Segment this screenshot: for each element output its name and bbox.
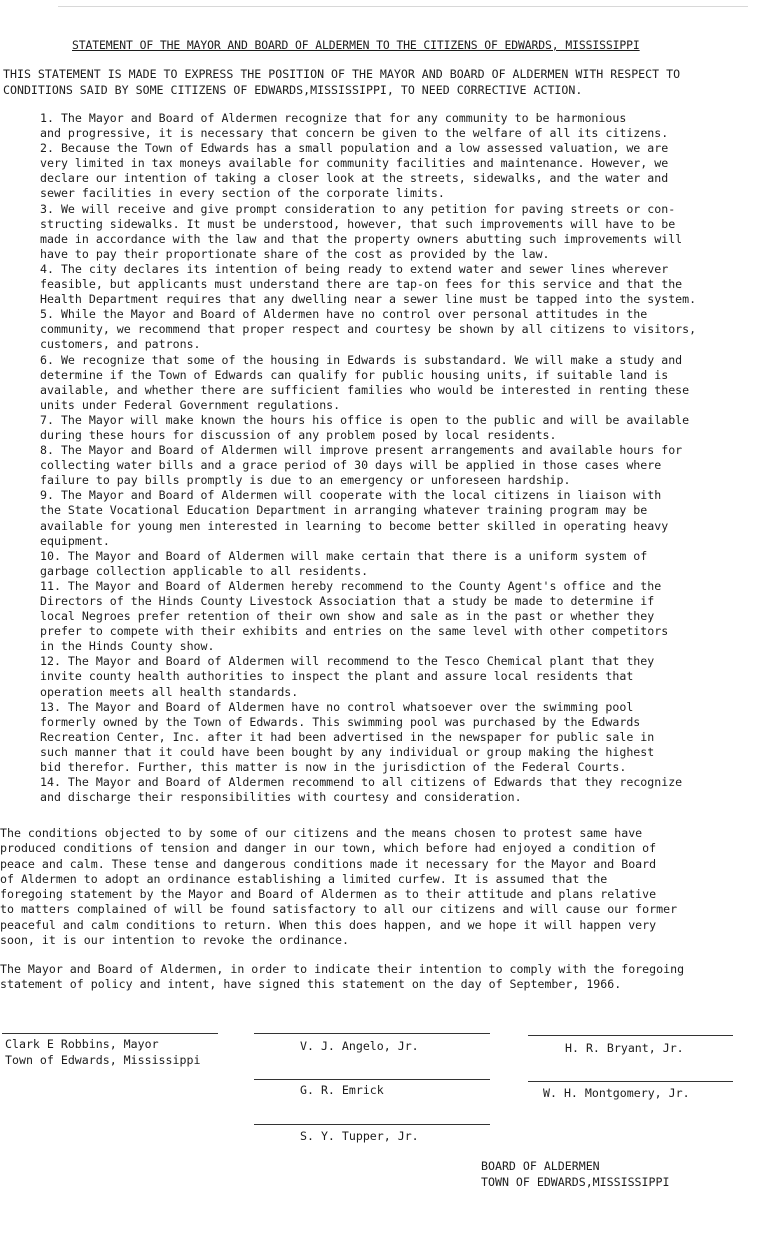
top-edge-line — [58, 6, 748, 7]
board-label: BOARD OF ALDERMEN TOWN OF EDWARDS,MISSISSIPPI — [481, 1159, 670, 1189]
intro-paragraph: THIS STATEMENT IS MADE TO EXPRESS THE POSITION OF THE MAYOR AND BOARD OF ALDERMEN WITH RESPECT TO CONDITIONS SAID BY SOME CITIZENS OF EDWARDS,MISSISSIPPI, TO NEED CORRECTIVE ACTION. — [3, 67, 681, 97]
item-11: 11. The Mayor and Board of Aldermen hereby recommend to the County Agent's office and the Directors of the Hinds County Livestock Association that a study be made to determine if local Negroes prefer retention of their own show and sale as in the past or whether they prefer to compete with their exhibits and entries on the same level with other competitors in the Hinds County show. — [40, 578, 669, 654]
item-9: 9. The Mayor and Board of Aldermen will cooperate with the local citizens in liaison with the State Vocational Education Department in arranging whatever training program may be available for young men interested in learning to become better skilled in operating heavy equipment. — [40, 488, 669, 548]
alderman-bryant: H. R. Bryant, Jr. — [565, 1041, 684, 1055]
numbered-items — [40, 111, 760, 805]
item-4: 4. The city declares its intention of being ready to extend water and sewer lines wherever feasible, but applicants must understand there are tap-on fees for this service and that the Health Department requires that any dwelling near a sewer line must be tapped into the system. — [40, 261, 697, 307]
signature-line-tupper — [254, 1124, 490, 1125]
mayor-town: Town of Edwards, Mississippi — [5, 1053, 201, 1067]
item-10: 10. The Mayor and Board of Aldermen will make certain that there is a uniform system of garbage collection applicable to all residents. — [40, 548, 648, 578]
mayor-name: Clark E Robbins, Mayor — [5, 1037, 159, 1051]
alderman-angelo: V. J. Angelo, Jr. — [300, 1039, 419, 1053]
item-14: 14. The Mayor and Board of Aldermen recommend to all citizens of Edwards that they recognize and discharge their responsibilities with courtesy and consideration. — [40, 775, 683, 805]
alderman-tupper: S. Y. Tupper, Jr. — [300, 1129, 419, 1143]
item-2: 2. Because the Town of Edwards has a small population and a low assessed valuation, we are very limited in tax moneys available for community facilities and maintenance. However, we declare our intention of taking a closer look at the streets, sidewalks, and the water and sewer facilities in every section of the corporate limits. — [40, 141, 669, 201]
item-6: 6. We recognize that some of the housing in Edwards is substandard. We will make a study and determine if the Town of Edwards can qualify for public housing units, if suitable land is available, and whether there are sufficient families who would be interested in renting these units under Federal Government regulations. — [40, 352, 690, 412]
item-12: 12. The Mayor and Board of Aldermen will recommend to the Tesco Chemical plant that they invite county health authorities to inspect the plant and assure local residents that operation meets all health standards. — [40, 654, 655, 699]
curfew-paragraph: The conditions objected to by some of our citizens and the means chosen to protest same have produced conditions of tension and danger in our town, which before had enjoyed a condition of peace and calm. These tense and dangerous conditions made it necessary for the Mayor and Board of Aldermen to adopt an ordinance establishing a limited curfew. It is assumed that the foregoing statement by the Mayor and Board of Aldermen as to their attitude and plans relative to matters complained of will be found satisfactory to all our citizens and will cause our former peaceful and calm conditions to return. When this does happen, and we hope it will happen very soon, it is our intention to revoke the ordinance. — [0, 826, 678, 948]
item-7: 7. The Mayor will make known the hours his office is open to the public and will be available during these hours for discussion of any problem posed by local residents. — [40, 412, 690, 442]
signature-line-mayor — [2, 1033, 218, 1034]
item-3: 3. We will receive and give prompt consideration to any petition for paving streets or con- structing sidewalks. It must be understood, however, that such improvements will have to be made in accordance with the law and that the property owners abutting such improvements will have to pay their proportionate share of the cost as provided by the law. — [40, 201, 683, 261]
statement-title: STATEMENT OF THE MAYOR AND BOARD OF ALDERMEN TO THE CITIZENS OF EDWARDS, MISSISSIPPI — [72, 38, 640, 52]
signature-line-angelo — [254, 1033, 490, 1034]
alderman-emrick: G. R. Emrick — [300, 1083, 384, 1097]
item-13: 13. The Mayor and Board of Aldermen have no control whatsoever over the swimming pool formerly owned by the Town of Edwards. This swimming pool was purchased by the Edwards Recreation Center, Inc. after it had been advertised in the newspaper for public sale in such manner that it could have been bought by any individual or group making the highest bid therefor. Further, this matter is now in the jurisdiction of the Federal Courts. — [40, 699, 655, 775]
signature-line-emrick — [254, 1079, 490, 1080]
signature-line-montgomery — [528, 1081, 733, 1082]
item-8: 8. The Mayor and Board of Aldermen will improve present arrangements and available hours for collecting water bills and a grace period of 30 days will be applied in those cases where failure to pay bills promptly is due to an emergency or unforeseen hardship. — [40, 443, 683, 488]
item-5: 5. While the Mayor and Board of Aldermen have no control over personal attitudes in the community, we recommend that proper respect and courtesy be shown by all citizens to visitors, customers, and patrons. — [40, 307, 697, 352]
item-1: 1. The Mayor and Board of Aldermen recognize that for any community to be harmonious and progressive, it is necessary that concern be given to the welfare of all its citizens. — [40, 111, 669, 141]
alderman-montgomery: W. H. Montgomery, Jr. — [543, 1086, 690, 1100]
signing-paragraph: The Mayor and Board of Aldermen, in order to indicate their intention to comply with the foregoing statement of policy and intent, have signed this statement on the day of September, 1966. — [0, 962, 685, 992]
signature-line-bryant — [528, 1035, 733, 1036]
